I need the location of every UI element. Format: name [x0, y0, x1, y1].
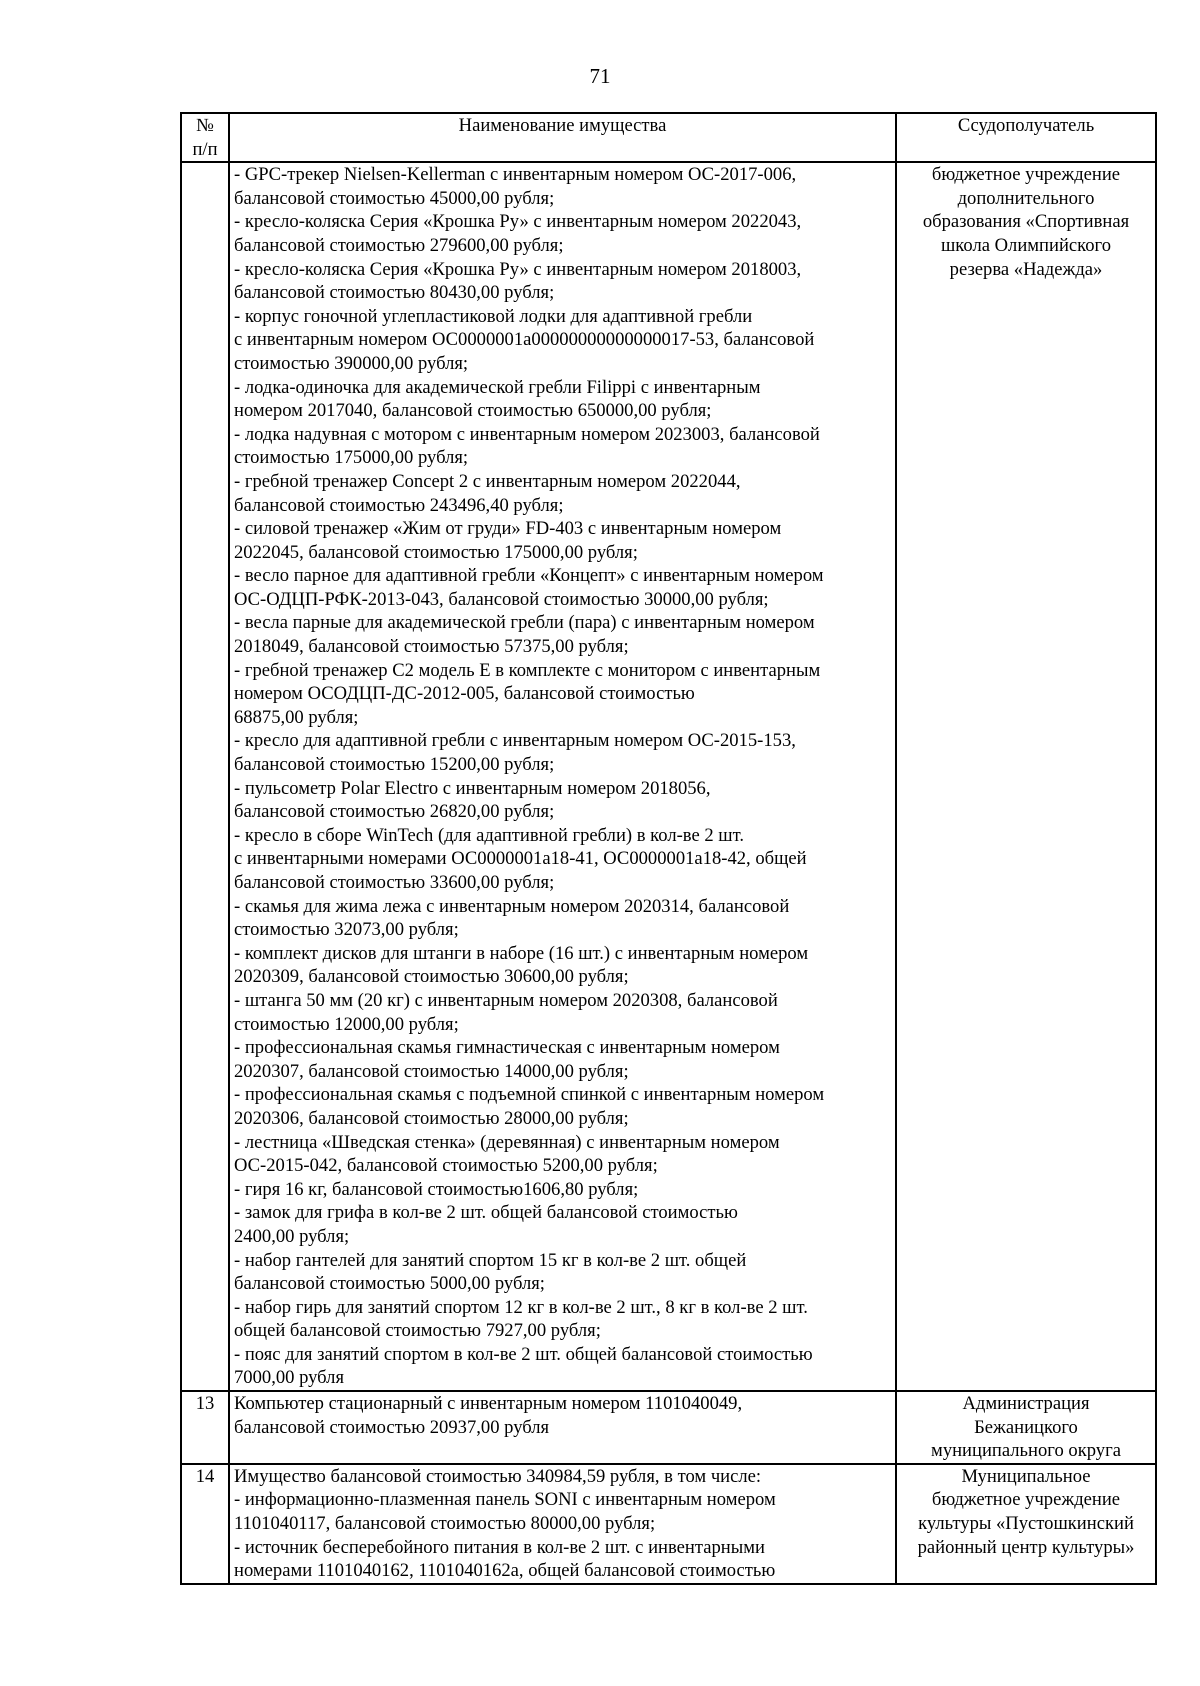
property-line: - лодка надувная с мотором с инвентарным номером 2023003, балансовой: [234, 423, 820, 445]
property-line: - кресло-коляска Серия «Крошка Ру» с инвентарным номером 2018003,: [234, 258, 802, 280]
recipient-line: образования «Спортивная: [922, 211, 1130, 233]
row-number: 13: [181, 1391, 229, 1464]
header-number-symbol: №: [196, 115, 214, 136]
recipient-line: Бежаницкого: [974, 1416, 1078, 1438]
recipient-line: культуры «Пустошкинский: [918, 1513, 1134, 1535]
property-line: стоимостью 32073,00 рубля;: [234, 919, 459, 941]
property-line: балансовой стоимостью 15200,00 рубля;: [234, 754, 555, 776]
property-line: - скамья для жима лежа с инвентарным номером 2020314, балансовой: [234, 895, 790, 917]
page-number: 71: [589, 64, 611, 88]
property-line: - гребной тренажер С2 модель Е в комплекте с монитором с инвентарным: [234, 659, 821, 681]
recipient-line: муниципального округа: [931, 1440, 1121, 1462]
property-line: - комплект дисков для штанги в наборе (16 шт.) с инвентарным номером: [234, 942, 809, 964]
property-line: балансовой стоимостью 20937,00 рубля: [234, 1416, 550, 1438]
property-line: балансовой стоимостью 5000,00 рубля;: [234, 1273, 545, 1295]
property-line: - гребной тренажер Concept 2 с инвентарным номером 2022044,: [234, 470, 741, 492]
header-property-name: Наименование имущества: [229, 113, 896, 162]
property-line: стоимостью 175000,00 рубля;: [234, 447, 469, 469]
property-line: Компьютер стационарный с инвентарным номером 1101040049,: [234, 1393, 743, 1415]
property-line: - силовой тренажер «Жим от груди» FD-403 с инвентарным номером: [234, 518, 782, 540]
property-line: балансовой стоимостью 26820,00 рубля;: [234, 801, 555, 823]
property-line: - информационно-плазменная панель SONI с инвентарным номером: [234, 1489, 776, 1511]
property-line: 2020307, балансовой стоимостью 14000,00 рубля;: [234, 1060, 629, 1082]
property-line: 2018049, балансовой стоимостью 57375,00 рубля;: [234, 636, 629, 658]
property-line: Имущество балансовой стоимостью 340984,59 рубля, в том числе:: [234, 1465, 762, 1487]
property-line: балансовой стоимостью 279600,00 рубля;: [234, 234, 564, 256]
property-line: с инвентарным номером ОС0000001а00000000000000017-53, балансовой: [234, 329, 815, 351]
recipient-line: дополнительного: [957, 187, 1095, 209]
recipient: [896, 1391, 1156, 1464]
property-line: 2400,00 рубля;: [234, 1225, 350, 1247]
header-number-abbr: п/п: [192, 138, 218, 160]
property-line: - гиря 16 кг, балансовой стоимостью1606,80 рубля;: [234, 1178, 639, 1200]
property-line: - профессиональная скамья гимнастическая с инвентарным номером: [234, 1037, 780, 1059]
property-line: - источник бесперебойного питания в кол-ве 2 шт. с инвентарными: [234, 1536, 765, 1558]
property-line: - GPC-трекер Nielsen-Kellerman с инвентарным номером ОС-2017-006,: [234, 164, 797, 186]
row-number: [181, 162, 229, 1391]
property-line: 2020306, балансовой стоимостью 28000,00 рубля;: [234, 1107, 629, 1129]
property-line: - пояс для занятий спортом в кол-ве 2 шт. общей балансовой стоимостью: [234, 1343, 813, 1365]
property-line: - кресло-коляска Серия «Крошка Ру» с инвентарным номером 2022043,: [234, 211, 802, 233]
property-line: - кресло в сборе WinTech (для адаптивной гребли) в кол-ве 2 шт.: [234, 824, 745, 846]
table-header-row: [181, 113, 1156, 162]
recipient-line: бюджетное учреждение: [931, 1489, 1121, 1511]
property-line: номерами 1101040162, 1101040162а, общей балансовой стоимостью: [234, 1560, 776, 1582]
header-number: [181, 113, 229, 162]
property-line: - набор гантелей для занятий спортом 15 кг в кол-ве 2 шт. общей: [234, 1249, 747, 1271]
property-line: - замок для грифа в кол-ве 2 шт. общей балансовой стоимостью: [234, 1202, 738, 1224]
property-line: 7000,00 рубля: [234, 1367, 345, 1389]
recipient-line: Муниципальное: [961, 1465, 1091, 1487]
row-number: 14: [181, 1464, 229, 1584]
property-line: - весло парное для адаптивной гребли «Концепт» с инвентарным номером: [234, 565, 824, 587]
property-line: 2020309, балансовой стоимостью 30600,00 рубля;: [234, 966, 629, 988]
property-description: [229, 162, 896, 1391]
property-line: 1101040117, балансовой стоимостью 80000,00 рубля;: [234, 1513, 656, 1535]
property-line: стоимостью 12000,00 рубля;: [234, 1013, 459, 1035]
table-row: [181, 162, 1156, 1391]
property-line: с инвентарными номерами ОС0000001а18-41, ОС0000001а18-42, общей: [234, 848, 807, 870]
recipient-line: районный центр культуры»: [917, 1536, 1135, 1558]
property-line: номером 2017040, балансовой стоимостью 650000,00 рубля;: [234, 400, 712, 422]
property-line: - лодка-одиночка для академической гребли Filippi с инвентарным: [234, 376, 761, 398]
property-line: - пульсометр Polar Electro с инвентарным номером 2018056,: [234, 777, 711, 799]
recipient: [896, 162, 1156, 1391]
property-line: 68875,00 рубля;: [234, 706, 359, 728]
property-line: ОС-2015-042, балансовой стоимостью 5200,00 рубля;: [234, 1155, 658, 1177]
property-table: [180, 112, 1157, 1585]
recipient-line: Администрация: [962, 1393, 1090, 1415]
property-line: 2022045, балансовой стоимостью 175000,00 рубля;: [234, 541, 638, 563]
property-line: балансовой стоимостью 80430,00 рубля;: [234, 282, 555, 304]
property-line: - корпус гоночной углепластиковой лодки для адаптивной гребли: [234, 305, 753, 327]
property-line: - весла парные для академической гребли (пара) с инвентарным номером: [234, 612, 815, 634]
table-row: [181, 1391, 1156, 1464]
property-line: - набор гирь для занятий спортом 12 кг в кол-ве 2 шт., 8 кг в кол-ве 2 шт.: [234, 1296, 808, 1318]
property-line: - кресло для адаптивной гребли с инвентарным номером ОС-2015-153,: [234, 730, 796, 752]
property-line: - штанга 50 мм (20 кг) с инвентарным номером 2020308, балансовой: [234, 989, 778, 1011]
property-description: [229, 1464, 896, 1584]
recipient: [896, 1464, 1156, 1584]
property-line: - профессиональная скамья с подъемной спинкой с инвентарным номером: [234, 1084, 825, 1106]
property-line: ОС-ОДЦП-РФК-2013-043, балансовой стоимостью 30000,00 рубля;: [234, 588, 769, 610]
property-line: балансовой стоимостью 45000,00 рубля;: [234, 187, 555, 209]
property-line: балансовой стоимостью 243496,40 рубля;: [234, 494, 564, 516]
property-line: стоимостью 390000,00 рубля;: [234, 352, 469, 374]
recipient-line: резерва «Надежда»: [949, 258, 1103, 280]
property-description: [229, 1391, 896, 1464]
table-row: [181, 1464, 1156, 1584]
property-line: номером ОСОДЦП-ДС-2012-005, балансовой стоимостью: [234, 683, 695, 705]
property-line: - лестница «Шведская стенка» (деревянная) с инвентарным номером: [234, 1131, 780, 1153]
recipient-line: бюджетное учреждение: [931, 164, 1121, 186]
header-recipient: Ссудополучатель: [896, 113, 1156, 162]
property-line: балансовой стоимостью 33600,00 рубля;: [234, 872, 555, 893]
recipient-line: школа Олимпийского: [940, 234, 1111, 256]
property-line: общей балансовой стоимостью 7927,00 рубля;: [234, 1320, 601, 1342]
